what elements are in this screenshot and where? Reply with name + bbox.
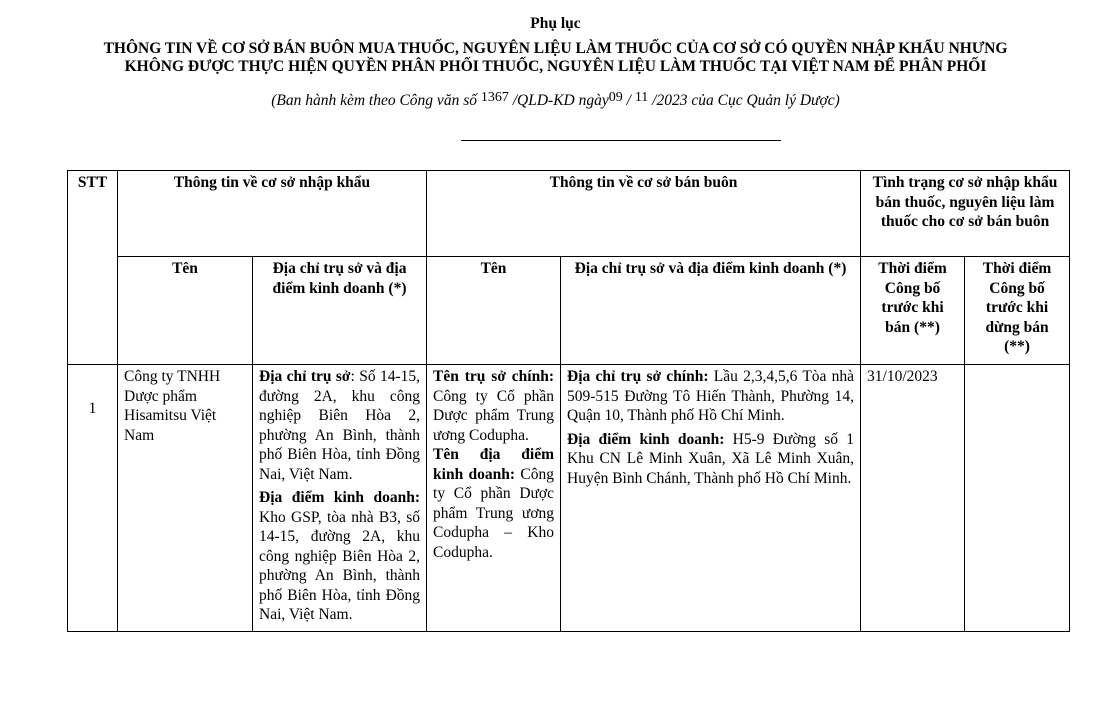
header-importer: Thông tin về cơ sở nhập khẩu <box>118 171 427 257</box>
appendix-label: Phụ lục <box>530 15 581 32</box>
time-before-sale: 31/10/2023 <box>861 365 965 632</box>
document-header <box>0 14 1111 111</box>
subtitle-prefix: (Ban hành kèm theo Công văn số <box>271 92 481 109</box>
wholesaler-hq-value: Công ty Cổ phần Dược phẩm Trung ương Codupha. <box>433 387 555 444</box>
importer-site <box>259 488 420 625</box>
wholesaler-hq-label: Tên trụ sở chính: <box>433 368 555 385</box>
header-wholesaler: Thông tin về cơ sở bán buôn <box>427 171 861 257</box>
wholesaler-site-address <box>567 430 854 489</box>
row-stt: 1 <box>68 365 118 632</box>
table-row <box>68 365 1070 632</box>
wholesaler-addr-hq-value: Lầu 2,3,4,5,6 Tòa nhà 509-515 Đường Tô Hiến Thành, Phường 14, Quận 10, Thành phố Hồ Chí Minh. <box>567 368 855 424</box>
wholesale-info-table <box>67 170 1070 632</box>
wholesaler-hq-address <box>567 367 854 426</box>
importer-address <box>253 365 427 632</box>
importer-name: Công ty TNHH Dược phẩm Hisamitsu Việt Nam <box>118 365 253 632</box>
importer-hq-value: : Số 14-15, đường 2A, khu công nghiệp Biên Hòa 2, phường An Bình, thành phố Biên Hòa, tỉnh Đồng Nai, Việt Nam. <box>259 368 421 483</box>
wholesaler-address <box>561 365 861 632</box>
header-row-2 <box>68 257 1070 365</box>
header-stt: STT <box>68 171 118 365</box>
wholesaler-site-value: Công ty Cổ phần Dược phẩm Trung ương Codupha – Kho Codupha. <box>433 465 555 561</box>
importer-site-label: Địa điểm kinh doanh: <box>259 489 421 506</box>
wholesaler-addr-site-label: Địa điểm kinh doanh: <box>567 430 725 448</box>
wholesaler-name <box>427 365 561 632</box>
header-wholesaler-name: Tên <box>427 257 561 365</box>
document-subtitle <box>0 88 1111 111</box>
issue-day: 09 <box>608 90 623 105</box>
wholesaler-site-name <box>433 445 554 562</box>
date-separator: / <box>622 92 635 109</box>
header-importer-address: Địa chỉ trụ sở và địa điểm kinh doanh (*) <box>253 257 427 365</box>
subtitle-mid: /QLD-KD ngày <box>508 92 609 109</box>
document-number: 1367 <box>480 90 509 105</box>
wholesaler-site-label: Tên địa điểm kinh doanh: <box>433 446 555 483</box>
header-importer-name: Tên <box>118 257 253 365</box>
header-time-before-stop: Thời điểm Công bố trước khi dừng bán (**) <box>965 257 1070 365</box>
subtitle-suffix: /2023 của Cục Quản lý Dược) <box>648 92 840 109</box>
importer-site-value: Kho GSP, tòa nhà B3, số 14-15, đường 2A, khu công nghiệp Biên Hòa 2, phường An Bình, thành phố Biên Hòa, tỉnh Đồng Nai, Việt Nam. <box>259 508 421 623</box>
header-time-before-sale: Thời điểm Công bố trước khi bán (**) <box>861 257 965 365</box>
importer-hq <box>259 367 420 484</box>
wholesaler-addr-hq-label: Địa chỉ trụ sở chính: <box>567 368 709 385</box>
issue-month: 11 <box>634 90 649 105</box>
importer-hq-label: Địa chỉ trụ sở <box>259 368 351 385</box>
header-wholesaler-address: Địa chỉ trụ sở và địa điểm kinh doanh (*) <box>561 257 861 365</box>
time-before-stop <box>965 365 1070 632</box>
header-row-1 <box>68 171 1070 257</box>
header-divider <box>461 140 781 141</box>
header-status: Tình trạng cơ sở nhập khẩu bán thuốc, nguyên liệu làm thuốc cho cơ sở bán buôn <box>861 171 1070 257</box>
wholesaler-hq-name <box>433 367 554 445</box>
wholesaler-addr-site-value: H5-9 Đường số 1 Khu CN Lê Minh Xuân, Xã Lê Minh Xuân, Huyện Bình Chánh, Thành phố Hồ Chí Minh. <box>567 430 855 487</box>
document-title: THÔNG TIN VỀ CƠ SỞ BÁN BUÔN MUA THUỐC, NGUYÊN LIỆU LÀM THUỐC CỦA CƠ SỞ CÓ QUYỀN NHẬP KHẨU NHƯNG KHÔNG ĐƯỢC THỰC HIỆN QUYỀN PHÂN PHỐI THUỐC, NGUYÊN LIỆU LÀM THUỐC TẠI VIỆT NAM ĐỂ PHÂN PHỐI <box>103 40 1008 75</box>
